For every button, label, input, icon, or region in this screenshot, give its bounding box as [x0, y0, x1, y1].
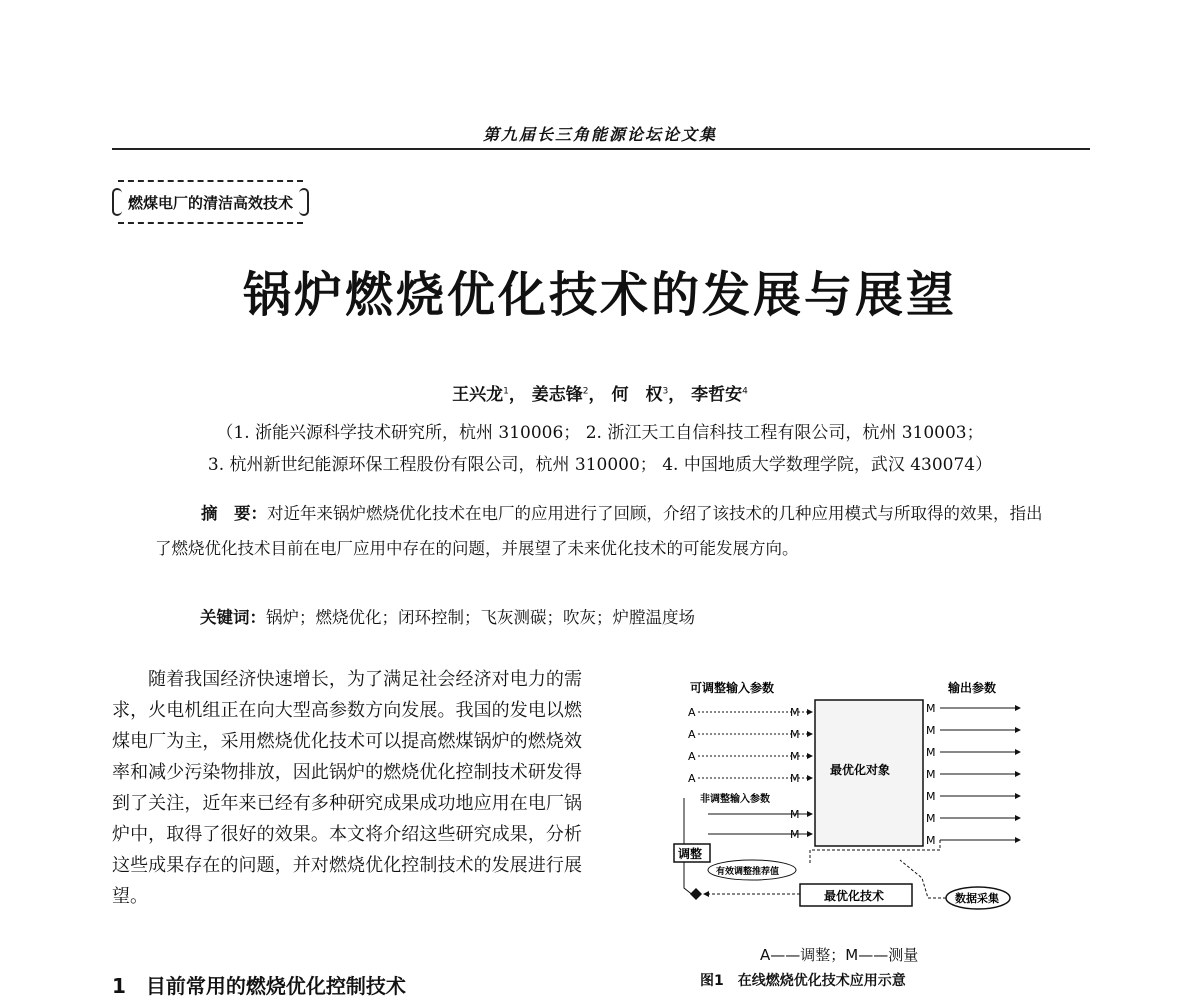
- measure-marker: M: [790, 750, 800, 763]
- measure-marker: M: [790, 706, 800, 719]
- author-list: [0, 380, 1200, 405]
- author-affiliation-mark: 3: [662, 386, 669, 397]
- figure-1-diagram: [660, 668, 1040, 936]
- adjust-diamond: [690, 888, 702, 900]
- author-affiliation-mark: 1: [503, 386, 509, 397]
- figure-caption: 图1 在线燃烧优化技术应用示意: [700, 973, 906, 989]
- author-name: 李哲安: [691, 385, 743, 405]
- outputs-label: 输出参数: [948, 681, 997, 695]
- measure-marker: M: [926, 834, 936, 847]
- intro-paragraph: 随着我国经济快速增长，为了满足社会经济对电力的需求，火电机组正在向大型高参数方向发展。我国的发电以燃煤电厂为主，采用燃烧优化技术可以提高燃煤锅炉的燃烧效率和减少污染物排放，因此锅炉的燃烧优化控制技术研发得到了关注，近年来已经有多种研究成果成功地应用在电厂锅炉中，取得了很好的效果。本文将介绍这些研究成果，分析这些成果存在的问题，并对燃烧优化控制技术的发展进行展望。: [112, 669, 582, 907]
- non-adjustable-inputs-label: 非调整输入参数: [700, 794, 770, 805]
- measure-marker: M: [926, 702, 936, 715]
- measure-marker: M: [926, 724, 936, 737]
- author-separator: ，: [508, 385, 526, 405]
- data-collection-label: 数据采集: [955, 892, 999, 905]
- paper-title: 锅炉燃烧优化技术的发展与展望: [242, 267, 957, 323]
- measure-marker: M: [790, 728, 800, 741]
- adjust-marker: A: [688, 728, 696, 741]
- affiliation-line-2: 3. 杭州新世纪能源环保工程股份有限公司，杭州 310000； 4. 中国地质大学数理学院，武汉 430074）: [207, 455, 993, 475]
- measure-marker: M: [926, 812, 936, 825]
- author-affiliation-mark: 2: [582, 386, 589, 397]
- output-arrows: [940, 708, 1020, 840]
- optimization-technique-label: 最优化技术: [824, 889, 885, 903]
- affiliation-line-1: （1. 浙能兴源科学技术研究所，杭州 310006； 2. 浙江天工自信科技工程有限公司，杭州 310003；: [216, 423, 984, 443]
- adjust-marker: A: [688, 772, 696, 785]
- adjust-marker: A: [688, 706, 696, 719]
- section-heading: 1 目前常用的燃烧优化控制技术: [112, 974, 406, 998]
- section-tag: 燃煤电厂的清洁高效技术: [118, 180, 303, 224]
- measure-marker: M: [926, 790, 936, 803]
- optimization-object-label: 最优化对象: [830, 763, 891, 777]
- measure-marker: M: [926, 746, 936, 759]
- measure-marker: M: [926, 768, 936, 781]
- author-separator: ，: [588, 385, 606, 405]
- abstract-label: 摘 要：: [201, 504, 267, 523]
- abstract-text: 对近年来锅炉燃烧优化技术在电厂的应用进行了回顾，介绍了该技术的几种应用模式与所取得的效果，指出了燃烧优化技术目前在电厂应用中存在的问题，并展望了未来优化技术的可能发展方向。: [155, 504, 1043, 558]
- measure-marker: M: [790, 828, 800, 841]
- author-name: 何 权: [611, 385, 663, 405]
- header-rule: [112, 148, 1090, 150]
- measure-marker: M: [790, 808, 800, 821]
- keywords: [200, 604, 695, 628]
- measure-marker: M: [790, 772, 800, 785]
- effective-value-label: 有效调整推荐值: [716, 867, 780, 877]
- keywords-text: 锅炉；燃烧优化；闭环控制；飞灰测碳；吹灰；炉膛温度场: [266, 608, 695, 627]
- author-affiliation-mark: 4: [742, 386, 748, 397]
- adjust-box-label: 调整: [678, 847, 703, 861]
- figure-legend: A——调整；M——测量: [760, 946, 919, 964]
- adjustable-inputs-label: 可调整输入参数: [690, 681, 775, 695]
- author-name: 姜志锋: [531, 385, 583, 405]
- abstract: [155, 496, 1055, 566]
- author-separator: ，: [668, 385, 686, 405]
- author-name: 王兴龙: [452, 385, 504, 405]
- keywords-label: 关键词：: [200, 608, 266, 627]
- adjust-marker: A: [688, 750, 696, 763]
- journal-header-title: 第九届长三角能源论坛论文集: [482, 125, 717, 144]
